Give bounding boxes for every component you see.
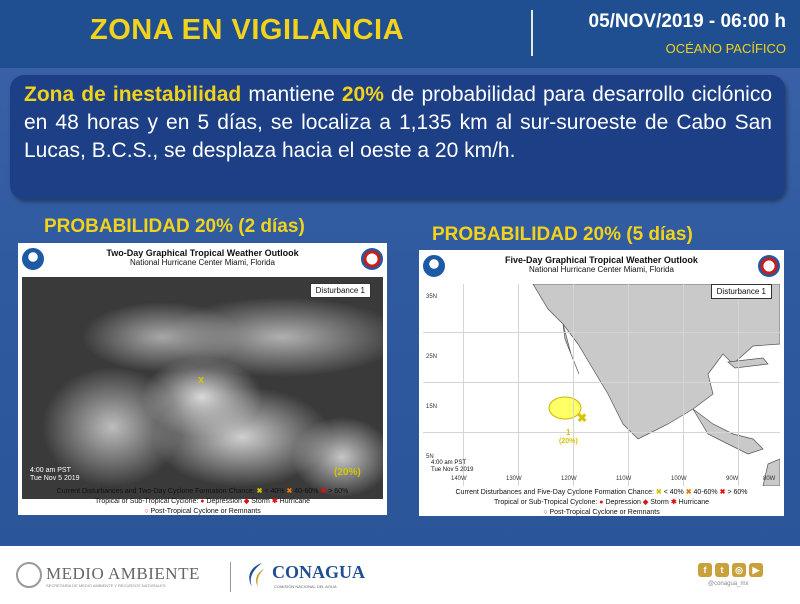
lon-line [628, 284, 629, 486]
lat-line [423, 332, 780, 333]
legend-hurricane: Hurricane [279, 498, 311, 505]
bulletin-text-2: de probabilidad para desarrollo ciclónico en 48 horas y en 5 días, se localiza a 1,135 km al sur-suroeste de Cabo San Lucas, B.C.S., se desplaza hacia el oeste a 20 km/h. [24, 83, 772, 162]
timestamp [30, 467, 80, 483]
legend-label: Current Disturbances and Five-Day Cyclone Formation Chance: [455, 489, 654, 496]
lat-label: 5N [426, 454, 434, 460]
panel-right-heading: PROBABILIDAD 20% (5 días) [432, 224, 693, 245]
disturbance-probability: (20%) [559, 438, 578, 445]
outlook-subtitle: National Hurricane Center Miami, Florida [529, 265, 674, 274]
facebook-icon[interactable]: f [698, 563, 712, 577]
timestamp-time: 4:00 am PST [30, 467, 71, 474]
disturbance-label: Disturbance 1 [711, 284, 772, 299]
header-divider [531, 10, 533, 56]
bulletin-pct: 20% [341, 83, 384, 106]
outlook-map [423, 284, 780, 486]
disturbance-marker-icon: ✖ [577, 411, 588, 425]
hurricane-icon: ✱ [670, 499, 677, 506]
timestamp [431, 460, 473, 474]
page-title: ZONA EN VIGILANCIA [90, 14, 405, 46]
legend-row-1 [18, 487, 387, 497]
ocean-label: OCÉANO PACÍFICO [665, 41, 786, 56]
lon-label: 120W [561, 476, 577, 482]
legend-depression: Depression [605, 499, 641, 506]
twitter-icon[interactable]: t [715, 563, 729, 577]
lat-label: 25N [426, 354, 438, 360]
lat-line [423, 432, 780, 433]
timestamp-date: Tue Nov 5 2019 [431, 467, 474, 473]
legend-high: > 60% [727, 489, 748, 496]
lon-label: 110W [616, 476, 632, 482]
lon-line [518, 284, 519, 486]
legend-row-1 [419, 488, 784, 498]
legend-high: > 60% [328, 488, 349, 495]
outlook-title: Five-Day Graphical Tropical Weather Outlook [505, 255, 698, 265]
storm-icon: ◆ [642, 499, 649, 506]
legend-row-3 [18, 507, 387, 517]
lon-line [738, 284, 739, 486]
bulletin-lead: Zona de inestabilidad [24, 83, 242, 106]
post-tropical-icon: ○ [543, 509, 548, 516]
legend-storm: Storm [650, 499, 669, 506]
panel-left-heading: PROBABILIDAD 20% (2 días) [44, 216, 305, 237]
conagua-logo-text: CONAGUA [272, 562, 365, 582]
high-chance-icon: ✖ [320, 488, 327, 495]
lon-label: 100W [671, 476, 687, 482]
lon-label: 90W [726, 476, 739, 482]
youtube-icon[interactable]: ▶ [749, 563, 763, 577]
depression-icon: ● [200, 498, 205, 505]
disturbance-number: 1 [566, 428, 571, 437]
social-handle: @conagua_mx [708, 581, 749, 587]
high-chance-icon: ✖ [719, 489, 726, 496]
legend-row-2 [419, 498, 784, 508]
lat-label: 15N [426, 404, 438, 410]
medium-chance-icon: ✖ [286, 488, 293, 495]
legend-post-tropical: Post-Tropical Cyclone or Remnants [150, 508, 261, 515]
legend-post-tropical: Post-Tropical Cyclone or Remnants [549, 509, 660, 516]
lon-line [463, 284, 464, 486]
outlook-header [18, 243, 387, 267]
bulletin-text-1: mantiene [241, 83, 342, 106]
legend-row-2 [18, 497, 387, 507]
outlook-title: Two-Day Graphical Tropical Weather Outlook [106, 248, 299, 258]
medium-chance-icon: ✖ [685, 489, 692, 496]
legend-low: < 40% [264, 488, 285, 495]
lat-label: 35N [426, 294, 438, 300]
bulletin-date: 05/NOV/2019 - 06:00 h [588, 11, 786, 32]
timestamp-time: 4:00 am PST [431, 460, 467, 466]
legend-cyclone-label: Tropical or Sub-Tropical Cyclone: [493, 499, 598, 506]
lon-label: 140W [451, 476, 467, 482]
semarnat-subtitle: SECRETARÍA DE MEDIO AMBIENTE Y RECURSOS NATURALES [46, 583, 166, 588]
lon-line [683, 284, 684, 486]
disturbance-label: Disturbance 1 [310, 283, 371, 298]
legend-hurricane: Hurricane [678, 499, 710, 506]
footer [0, 546, 800, 604]
legend-storm: Storm [251, 498, 270, 505]
storm-icon: ◆ [243, 498, 250, 505]
social-links [698, 563, 763, 577]
mexico-seal-icon [16, 562, 42, 588]
header-bar [0, 0, 800, 68]
semarnat-logo-text: MEDIO AMBIENTE [46, 564, 200, 583]
conagua-subtitle: COMISIÓN NACIONAL DEL AGUA [274, 584, 337, 589]
depression-icon: ● [599, 499, 604, 506]
footer-divider [230, 562, 231, 592]
five-day-outlook-map[interactable] [419, 250, 784, 516]
outlook-header [419, 250, 784, 274]
two-day-outlook-map[interactable] [18, 243, 387, 515]
lat-line [423, 382, 780, 383]
conagua-logo-icon [244, 561, 268, 589]
post-tropical-icon: ○ [144, 508, 149, 515]
legend-depression: Depression [206, 498, 242, 505]
legend-mid: 40-60% [693, 489, 718, 496]
bulletin-box [10, 75, 785, 199]
disturbance-marker-icon: x [198, 374, 205, 386]
legend-cyclone-label: Tropical or Sub-Tropical Cyclone: [94, 498, 199, 505]
outlook-subtitle: National Hurricane Center Miami, Florida [130, 258, 275, 267]
disturbance-probability: (20%) [334, 467, 361, 478]
legend-label: Current Disturbances and Two-Day Cyclone Formation Chance: [56, 488, 255, 495]
satellite-image [22, 277, 383, 499]
map-land [423, 284, 780, 486]
timestamp-date: Tue Nov 5 2019 [30, 475, 80, 482]
lon-label: 130W [506, 476, 522, 482]
legend-mid: 40-60% [294, 488, 319, 495]
legend-low: < 40% [663, 489, 684, 496]
outlook-legend [18, 487, 387, 517]
outlook-legend [419, 488, 784, 518]
low-chance-icon: ✖ [256, 488, 263, 495]
lon-line [573, 284, 574, 486]
bulletin-text [24, 81, 772, 165]
hurricane-icon: ✱ [271, 498, 278, 505]
low-chance-icon: ✖ [655, 489, 662, 496]
instagram-icon[interactable]: ◎ [732, 563, 746, 577]
legend-row-3 [419, 508, 784, 518]
lon-label: 80W [763, 476, 776, 482]
